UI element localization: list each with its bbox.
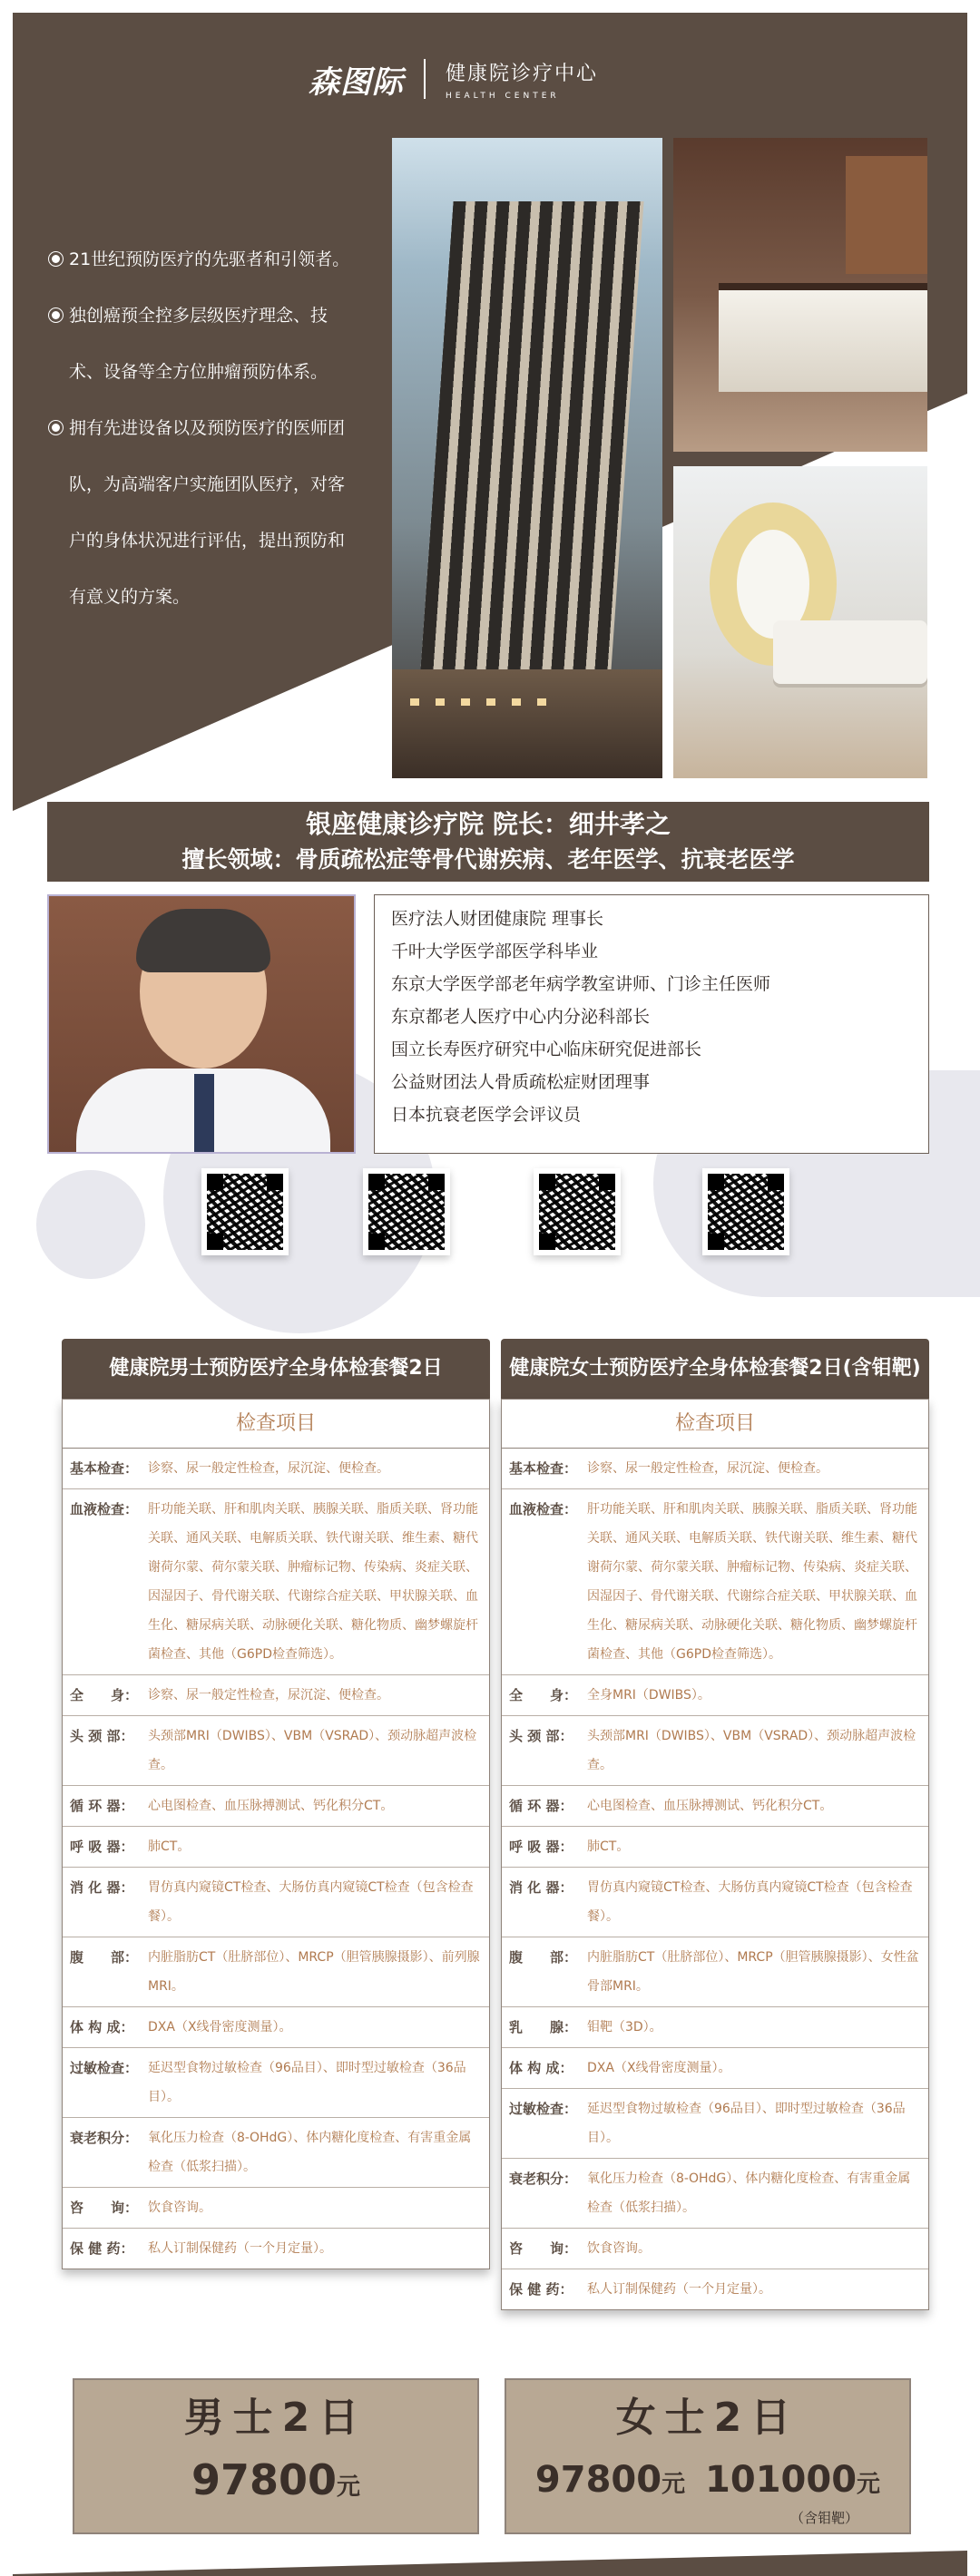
brand-header	[309, 56, 598, 102]
package-women	[501, 1339, 929, 2310]
price-value: 97800	[191, 2455, 338, 2504]
package-item	[502, 1489, 928, 1675]
doctor-hair	[136, 909, 270, 972]
director-credentials	[374, 894, 929, 1154]
intro-bullet	[49, 288, 394, 344]
ct-bed	[773, 620, 927, 684]
package-item-key: 腹 部：	[70, 1949, 139, 1966]
bullet-dot-icon	[49, 308, 63, 322]
package-item-key: 过敏检查：	[509, 2101, 578, 2117]
credential-item: 东京都老人医疗中心内分泌科部长	[391, 1007, 651, 1027]
package-item-value: 饮食咨询。	[587, 2241, 651, 2256]
package-item-value: 肝功能关联、肝和肌肉关联、胰腺关联、脂质关联、肾功能关联、通风关联、电解质关联、铁代谢关联、维生素、糖代谢荷尔蒙、荷尔蒙关联、肿瘤标记物、传染病、炎症关联、因湿因子、骨代谢关联、代谢综合症关联、甲状腺关联、血生化、糖尿病关联、动脉硬化关联、糖化物质、幽梦螺旋杆菌检查、其他（G6PD检查筛选）。	[148, 1502, 478, 1662]
package-item-value: 头颈部MRI（DWIBS）、VBM（VSRAD）、颈动脉超声波检查。	[148, 1729, 477, 1772]
credential-item: 日本抗衰老医学会评议员	[391, 1105, 582, 1125]
package-item-key: 体 构 成：	[70, 2019, 134, 2035]
package-item	[502, 1716, 928, 1786]
package-item-key: 体 构 成：	[509, 2060, 573, 2076]
package-item-key: 消 化 器：	[70, 1879, 134, 1896]
brand-divider	[424, 59, 426, 99]
price-box-men	[73, 2378, 479, 2534]
brand-name-block	[446, 58, 598, 101]
package-item-key: 循 环 器：	[509, 1798, 573, 1814]
package-body	[62, 1399, 490, 2269]
package-item-key: 衰老积分：	[70, 2130, 139, 2146]
package-item	[63, 1868, 489, 1937]
package-item-value: 延迟型食物过敏检查（96品目）、即时型过敏检查（36品目）。	[587, 2102, 906, 2145]
package-item	[63, 2188, 489, 2229]
qr-code-icon	[539, 1174, 615, 1250]
package-item	[63, 1449, 489, 1489]
package-item-value: 内脏脂肪CT（肚脐部位）、MRCP（胆管胰腺摄影）、前列腺MRI。	[148, 1950, 480, 1994]
brand-logo: 森图际	[309, 63, 404, 101]
package-item	[63, 1827, 489, 1868]
package-item-value: 私人订制保健药（一个月定量）。	[148, 2241, 332, 2256]
package-item-value: 胃仿真内窥镜CT检查、大肠仿真内窥镜CT检查（包含检查餐）。	[587, 1880, 913, 1924]
reception-photo	[673, 138, 927, 452]
package-item	[63, 1489, 489, 1675]
package-title: 健康院女士预防医疗全身体检套餐2日(含钼靶)	[501, 1339, 929, 1399]
package-item-key: 衰老积分：	[509, 2171, 578, 2187]
intro-text: 户的身体状况进行评估，提出预防和	[69, 531, 346, 551]
price-label: 女士2日	[615, 2395, 800, 2441]
package-item-key: 消 化 器：	[509, 1879, 573, 1896]
package-item	[502, 2089, 928, 2159]
package-item-value: 心电图检查、血压脉搏测试、钙化积分CT。	[587, 1799, 833, 1813]
lobby-lights	[410, 698, 546, 706]
package-item-value: 饮食咨询。	[148, 2200, 211, 2215]
package-item-value: 心电图检查、血压脉搏测试、钙化积分CT。	[148, 1799, 394, 1813]
package-item	[63, 2229, 489, 2269]
qr-code[interactable]	[363, 1168, 450, 1255]
qr-code[interactable]	[534, 1168, 621, 1255]
intro-bullets	[49, 231, 394, 625]
package-item	[502, 1937, 928, 2007]
package-item	[502, 1449, 928, 1489]
price-amount	[74, 2453, 477, 2514]
package-item-value: 肺CT。	[587, 1839, 630, 1854]
price-unit-2: 元	[857, 2471, 881, 2498]
price-note: （含钼靶）	[789, 2510, 858, 2526]
package-item-key: 过敏检查：	[70, 2060, 139, 2076]
package-column-header: 检查项目	[502, 1400, 928, 1449]
package-item-key: 循 环 器：	[70, 1798, 134, 1814]
bullet-dot-icon	[49, 421, 63, 434]
price-unit: 元	[337, 2474, 361, 2501]
package-item	[502, 1827, 928, 1868]
package-men	[62, 1339, 490, 2269]
package-item-value: 延迟型食物过敏检查（96品目）、即时型过敏检查（36品目）。	[148, 2061, 466, 2104]
package-item	[63, 2007, 489, 2048]
reception-wall	[846, 156, 927, 274]
package-item	[63, 1675, 489, 1716]
qr-code-icon	[708, 1174, 784, 1250]
package-item	[502, 2269, 928, 2309]
package-item-key: 基本检查：	[509, 1460, 578, 1477]
package-item-key: 呼 吸 器：	[70, 1839, 134, 1855]
package-column-header: 检查项目	[63, 1400, 489, 1449]
package-item	[502, 2048, 928, 2089]
package-item-value: 胃仿真内窥镜CT检查、大肠仿真内窥镜CT检查（包含检查餐）。	[148, 1880, 474, 1924]
package-item-key: 全 身：	[70, 1687, 139, 1703]
price-value-2: 101000	[705, 2459, 858, 2501]
intro-bullet	[49, 231, 394, 288]
package-item-value: 肺CT。	[148, 1839, 191, 1854]
qr-code-icon	[368, 1174, 445, 1250]
footer-band	[13, 2547, 967, 2576]
package-item-key: 头 颈 部：	[70, 1728, 134, 1744]
credential-item: 医疗法人财团健康院 理事长	[391, 909, 604, 929]
package-item-value: 内脏脂肪CT（肚脐部位）、MRCP（胆管胰腺摄影）、女性盆骨部MRI。	[587, 1950, 919, 1994]
director-title: 银座健康诊疗院 院长：细井孝之	[306, 809, 671, 839]
doctor-portrait	[47, 894, 356, 1154]
package-item-value: 氧化压力检查（8-OHdG）、体内糖化度检查、有害重金属检查（低浆扫描）。	[587, 2171, 911, 2215]
building-photo	[392, 138, 662, 778]
intro-text: 术、设备等全方位肿瘤预防体系。	[69, 362, 328, 382]
intro-text: 拥有先进设备以及预防医疗的医师团	[69, 418, 346, 438]
credential-item: 东京大学医学部老年病学教室讲师、门诊主任医师	[391, 974, 771, 994]
package-item-value: 钼靶（3D）。	[587, 2020, 662, 2034]
brand-name-cn: 健康院诊疗中心	[446, 62, 599, 85]
package-item-key: 呼 吸 器：	[509, 1839, 573, 1855]
footer-diagonal	[13, 2547, 967, 2576]
credential-item: 国立长寿医疗研究中心临床研究促进部长	[391, 1039, 702, 1059]
director-specialty: 擅长领域：骨质疏松症等骨代谢疾病、老年医学、抗衰老医学	[181, 846, 795, 873]
package-item-key: 咨 询：	[509, 2240, 578, 2257]
package-item-value: DXA（X线骨密度测量）。	[587, 2061, 731, 2075]
credential-item: 千叶大学医学部医学科毕业	[391, 942, 599, 961]
package-item	[63, 2048, 489, 2118]
package-item	[63, 2118, 489, 2188]
intro-text: 独创癌预全控多层级医疗理念、技	[69, 306, 328, 326]
package-item	[63, 1786, 489, 1827]
package-item-key: 腹 部：	[509, 1949, 578, 1966]
doctor-tie	[194, 1074, 214, 1154]
brand-name-en: HEALTH CENTER	[446, 91, 560, 101]
intro-text: 队，为高端客户实施团队医疗，对客	[69, 474, 346, 494]
package-item-value: 全身MRI（DWIBS）。	[587, 1688, 710, 1703]
package-items	[63, 1449, 489, 2269]
intro-bullet	[49, 400, 394, 456]
package-item	[502, 2229, 928, 2269]
price-amount	[506, 2453, 909, 2512]
qr-code[interactable]	[702, 1168, 789, 1255]
reception-desk	[719, 283, 927, 392]
qr-code[interactable]	[201, 1168, 289, 1255]
package-item-key: 血液检查：	[509, 1501, 578, 1517]
price-unit: 元	[662, 2471, 686, 2498]
package-item-value: 私人订制保健药（一个月定量）。	[587, 2282, 771, 2297]
deco-circle	[36, 1170, 145, 1279]
package-item-key: 血液检查：	[70, 1501, 139, 1517]
package-item-key: 保 健 药：	[70, 2240, 134, 2257]
package-item	[502, 2007, 928, 2048]
director-title-bar	[47, 802, 929, 882]
package-items	[502, 1449, 928, 2309]
credential-item: 公益财团法人骨质疏松症财团理事	[391, 1072, 651, 1092]
package-body	[501, 1399, 929, 2310]
package-item-value: 头颈部MRI（DWIBS）、VBM（VSRAD）、颈动脉超声波检查。	[587, 1729, 916, 1772]
package-item-value: 诊察、尿一般定性检查，尿沉淀、便检查。	[148, 1461, 389, 1476]
package-item-key: 全 身：	[509, 1687, 578, 1703]
package-item-key: 保 健 药：	[509, 2281, 573, 2298]
package-item-value: 肝功能关联、肝和肌肉关联、胰腺关联、脂质关联、肾功能关联、通风关联、电解质关联、铁代谢关联、维生素、糖代谢荷尔蒙、荷尔蒙关联、肿瘤标记物、传染病、炎症关联、因湿因子、骨代谢关联、代谢综合症关联、甲状腺关联、血生化、糖尿病关联、动脉硬化关联、糖化物质、幽梦螺旋杆菌检查、其他（G6PD检查筛选）。	[587, 1502, 917, 1662]
package-item	[502, 2159, 928, 2229]
price-value: 97800	[534, 2459, 662, 2501]
package-item-value: 氧化压力检查（8-OHdG）、体内糖化度检查、有害重金属检查（低浆扫描）。	[148, 2131, 472, 2174]
package-item	[502, 1868, 928, 1937]
qr-code-icon	[207, 1174, 283, 1250]
intro-text: 21世纪预防医疗的先驱者和引领者。	[69, 249, 350, 269]
package-item	[502, 1675, 928, 1716]
package-item-key: 头 颈 部：	[509, 1728, 573, 1744]
package-item-value: DXA（X线骨密度测量）。	[148, 2020, 292, 2034]
package-title: 健康院男士预防医疗全身体检套餐2日	[62, 1339, 490, 1399]
package-item	[63, 1716, 489, 1786]
intro-text: 有意义的方案。	[69, 587, 191, 607]
package-item-key: 咨 询：	[70, 2200, 139, 2216]
ct-scanner-photo	[673, 466, 927, 778]
price-box-women	[505, 2378, 911, 2534]
package-item	[502, 1786, 928, 1827]
bullet-dot-icon	[49, 252, 63, 266]
package-item-key: 基本检查：	[70, 1460, 139, 1477]
price-label: 男士2日	[183, 2395, 368, 2441]
package-item	[63, 1937, 489, 2007]
package-item-value: 诊察、尿一般定性检查，尿沉淀、便检查。	[587, 1461, 828, 1476]
tower-facade	[417, 201, 643, 709]
package-item-key: 乳 腺：	[509, 2019, 578, 2035]
lobby-entrance	[392, 669, 662, 778]
package-item-value: 诊察、尿一般定性检查，尿沉淀、便检查。	[148, 1688, 389, 1703]
